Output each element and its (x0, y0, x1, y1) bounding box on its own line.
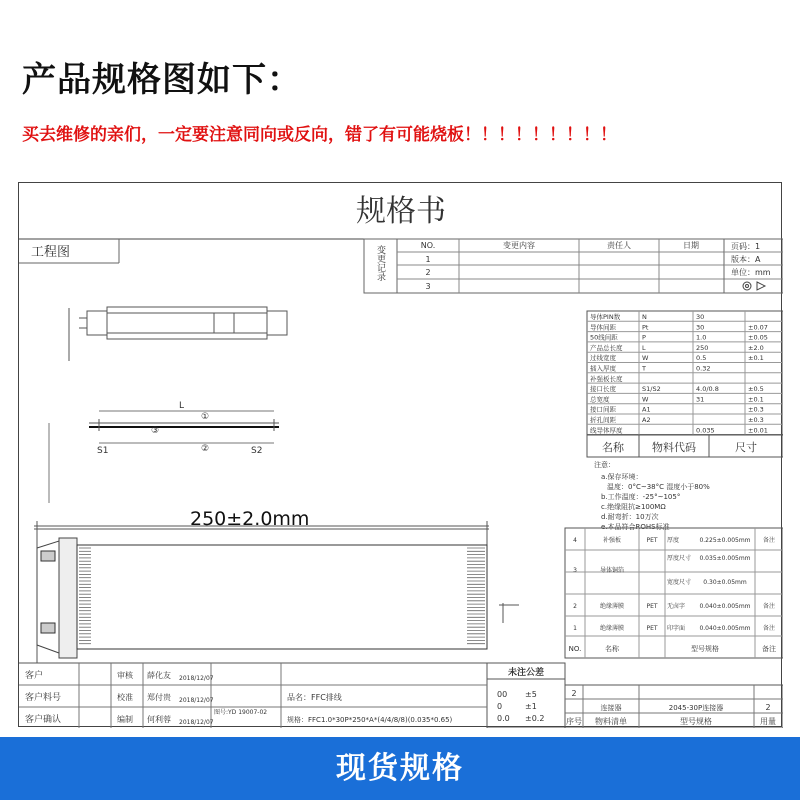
spec-cell: Pt (642, 323, 649, 332)
material-cell: 0.225±0.005mm (699, 537, 751, 544)
spec-cell: 30 (696, 313, 705, 321)
bom-spec: 2045-30P连接器 (668, 704, 724, 712)
material-cell: 3 (573, 567, 577, 574)
material-cell: 导体铜箔 (599, 567, 625, 574)
spec-cell: 0.035 (696, 426, 715, 435)
tolerance-title: 未注公差 (507, 668, 545, 678)
bom-name: 物料清单 (595, 717, 627, 726)
material-header: 型号规格 (691, 645, 719, 653)
callout-2: ② (201, 444, 210, 454)
engineering-label: 工程图 (31, 245, 71, 260)
bom-no: 序号 (566, 717, 582, 726)
spec-cell: P (642, 333, 646, 342)
spec-cell: S1/S2 (642, 385, 661, 394)
spec-cell: N (642, 313, 647, 321)
spec-cell: 31 (696, 395, 705, 404)
check-label: 校准 (117, 693, 133, 702)
material-cell: 1 (573, 625, 577, 632)
spec-cell: 过线宽度 (590, 354, 616, 363)
note-line: c.绝缘阻抗≥100MΩ (601, 503, 666, 511)
connector-top-view (69, 307, 287, 361)
tolerance-value: ±0.2 (525, 714, 545, 723)
spec-cell: 总宽度 (590, 395, 610, 404)
spec-cell: 4.0/0.8 (696, 385, 719, 394)
warning-text: 买去维修的亲们，一定要注意同向或反向，错了有可能烧板！！！！！！！！！ (22, 125, 617, 145)
spec-cell: 折孔间距 (590, 416, 616, 424)
drawing-number: 图号:YD 19007-02 (214, 709, 268, 716)
change-header-date: 日期 (683, 241, 699, 250)
material-cell: 备注 (762, 537, 776, 544)
material-cell: PET (646, 603, 658, 610)
material-header: 名称 (605, 645, 619, 653)
material-cell: 宽度尺寸 (667, 579, 692, 586)
material-table (565, 528, 783, 658)
material-cell: 无卤字 (667, 603, 686, 610)
spec-cell: 插入厚度 (590, 364, 616, 373)
note-line: a.保存环境： (601, 473, 643, 481)
spec-cell: 补强板长度 (590, 374, 623, 383)
tolerance-value: 0.0 (497, 714, 510, 723)
spec-cell: 导体PIN数 (590, 313, 621, 321)
date-text: 2018/12/07 (179, 697, 214, 704)
bom-table (565, 685, 783, 728)
length-dimension: 250±2.0mm (190, 508, 310, 530)
spec-cell: ±0.1 (748, 354, 764, 363)
spec-cell: W (642, 395, 649, 404)
page-info: 单位：mm (731, 268, 771, 277)
change-record-table (364, 239, 783, 293)
page-info: 版本：A (731, 255, 761, 264)
spec-cell: ±0.01 (748, 426, 768, 435)
spec-cell: 250 (696, 343, 709, 352)
spec-cell: ±2.0 (748, 343, 764, 352)
name-row (587, 435, 783, 457)
checker-name: 郑付贵 (147, 693, 171, 702)
material-cell: 0.30±0.05mm (703, 579, 747, 586)
spec-cell: 接口间距 (590, 405, 616, 414)
spec-cell: L (642, 343, 646, 352)
spec-sheet (18, 182, 782, 727)
spec-cell: 50线间距 (590, 333, 618, 342)
spec-cell: T (642, 364, 646, 373)
projection-symbol-icon (743, 282, 765, 290)
change-side-label: 变更记录 (375, 245, 385, 281)
bom-qty: 2 (765, 703, 771, 712)
spec-cell: A2 (642, 416, 651, 424)
reviewer-name: 薛化友 (147, 671, 171, 680)
spec-cell: ±0.3 (748, 405, 764, 414)
spec-cell: A1 (642, 405, 651, 414)
material-cell: 4 (573, 537, 577, 544)
page-info: 页码：1 (731, 242, 761, 251)
cable-side-view (49, 401, 279, 503)
size-col: 尺寸 (735, 441, 757, 454)
spec-text: 规格：FFC1.0*30P*250*A*(4/4/8/8)(0.035*0.65) (287, 716, 453, 724)
title-block (19, 663, 487, 728)
material-cell: 2 (573, 603, 577, 610)
bom-no: 2 (571, 689, 577, 698)
spec-cell: 0.5 (696, 354, 707, 363)
change-row-no: 3 (425, 282, 431, 291)
spec-cell: 导体间距 (590, 323, 616, 332)
cable-front-view (34, 521, 519, 663)
spec-drawing (19, 183, 783, 728)
material-cell: PET (646, 625, 658, 632)
material-cell: 0.040±0.005mm (699, 603, 751, 610)
material-cell: 绝缘薄膜 (599, 625, 625, 632)
spec-cell: 0.32 (696, 364, 711, 373)
spec-cell: 1.0 (696, 333, 707, 342)
change-header-content: 变更内容 (503, 241, 535, 250)
material-header: NO. (568, 645, 582, 653)
note-line: d.耐弯折：10万次 (601, 513, 659, 521)
notes-block (594, 460, 710, 531)
review-label: 审核 (117, 671, 133, 680)
customer-label: 客户 (25, 671, 44, 681)
note-line: 温度：0°C~38°C 湿度小于80% (607, 483, 710, 491)
material-cell: 绝缘薄膜 (599, 603, 625, 610)
note-line: e.本品符合ROHS标准 (601, 523, 670, 531)
tolerance-value: ±5 (525, 690, 537, 699)
conductor-lines-right (467, 548, 485, 644)
tolerance-value: 00 (497, 690, 508, 699)
spec-cell: 产品总长度 (590, 343, 623, 352)
callout-1: ① (201, 412, 210, 422)
bom-qty: 用量 (760, 717, 776, 726)
code-col: 物料代码 (652, 441, 696, 454)
date-text: 2018/12/07 (179, 675, 214, 682)
note-line: b.工作温度：-25°~105° (601, 493, 681, 501)
page-title: 产品规格图如下： (22, 60, 302, 100)
tolerance-block (487, 663, 565, 728)
tolerance-value: 0 (497, 702, 503, 711)
dim-mark-S2: S2 (251, 446, 263, 456)
part-label: 客户料号 (25, 693, 62, 703)
material-cell: 印字面 (667, 625, 686, 632)
drafter-name: 何利蓉 (147, 715, 171, 724)
material-cell: 备注 (762, 603, 776, 610)
spec-cell: 30 (696, 323, 705, 332)
spec-cell: ±0.5 (748, 385, 764, 394)
material-cell: 0.035±0.005mm (699, 555, 751, 562)
product-name: 品名：FFC排线 (287, 693, 342, 702)
date-text: 2018/12/07 (179, 719, 214, 726)
footer-banner (0, 737, 800, 800)
dim-mark-S1: S1 (97, 446, 109, 456)
draw-label: 编制 (117, 715, 133, 724)
change-header-owner: 责任人 (607, 241, 631, 250)
material-cell: 厚度 (667, 537, 680, 544)
spec-cell: 接口长度 (590, 385, 616, 394)
note-line: 注意： (594, 461, 615, 469)
sheet-title: 规格书 (356, 194, 446, 229)
material-cell: 备注 (762, 625, 776, 632)
tolerance-value: ±1 (525, 702, 537, 711)
footer-text: 现货规格 (336, 751, 464, 786)
spec-cell: ±0.07 (748, 323, 768, 332)
spec-cell: 线导体厚度 (590, 426, 623, 435)
spec-cell: W (642, 354, 649, 363)
bom-name: 连接器 (600, 704, 622, 712)
material-cell: 厚度尺寸 (667, 555, 692, 562)
change-row-no: 2 (425, 268, 431, 277)
dim-mark-L: L (179, 401, 185, 411)
spec-cell: ±0.3 (748, 416, 764, 424)
spec-cell: ±0.1 (748, 395, 764, 404)
material-cell: 补强板 (602, 537, 622, 544)
conductor-lines-left (79, 548, 91, 644)
spec-table (587, 311, 783, 435)
bom-spec: 型号规格 (680, 717, 712, 726)
callout-3: ③ (151, 426, 160, 436)
material-cell: PET (646, 537, 658, 544)
change-row-no: 1 (425, 255, 431, 264)
name-col: 名称 (602, 441, 624, 454)
spec-cell: ±0.05 (748, 333, 768, 342)
confirm-label: 客户确认 (25, 715, 62, 725)
material-cell: 0.040±0.005mm (699, 625, 751, 632)
change-header-no: NO. (420, 241, 436, 250)
material-header: 备注 (762, 645, 776, 653)
